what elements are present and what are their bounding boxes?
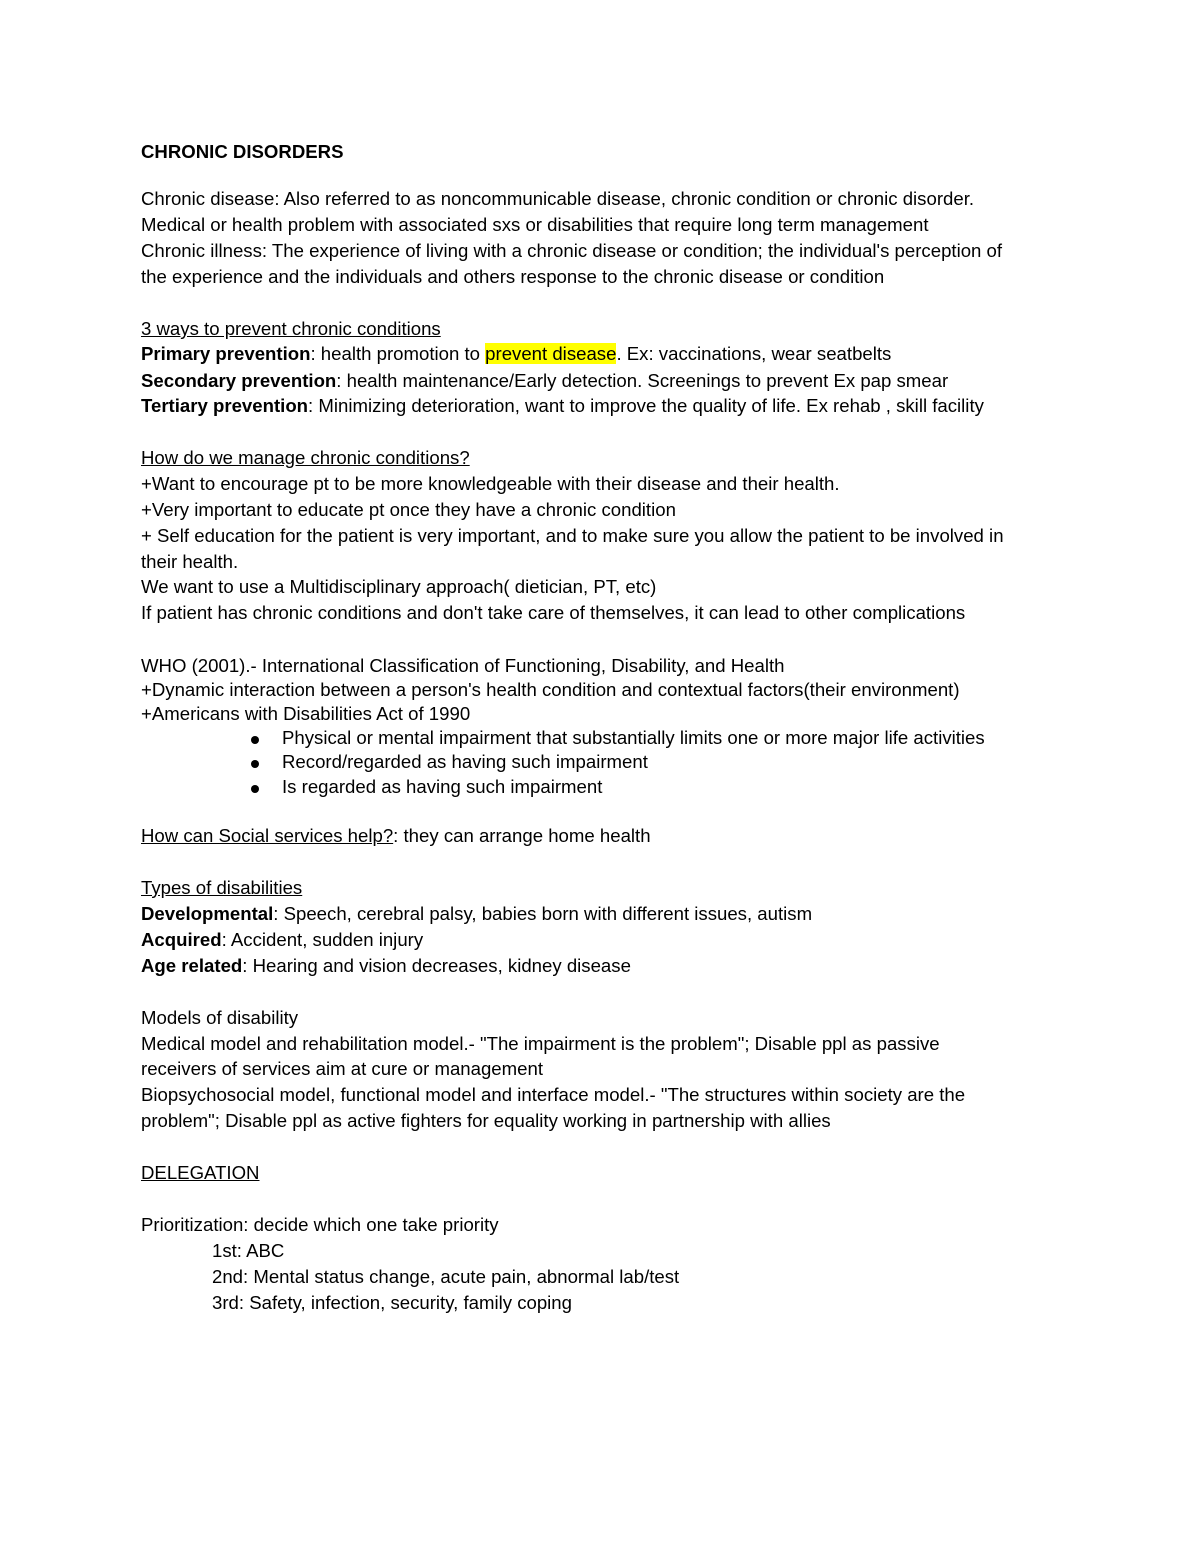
page-title: CHRONIC DISORDERS [141,141,344,162]
manage-line: +Want to encourage pt to be more knowledgeable with their disease and their health. [141,473,840,494]
primary-prevention-post: . Ex: vaccinations, wear seatbelts [616,343,892,364]
models-heading: Models of disability [141,1007,299,1028]
type-term: Age related [141,955,243,976]
tertiary-prevention-term: Tertiary prevention [141,395,309,416]
definition-chronic-disease: Chronic disease: Also referred to as noncommunicable disease, chronic condition or chronic disorder. [141,188,975,209]
bullet-item: Physical or mental impairment that substantially limits one or more major life activities [282,727,985,748]
type-term: Developmental [141,903,274,924]
manage-line: their health. [141,551,239,572]
models-line: receivers of services aim at cure or management [141,1058,543,1079]
models-line: Biopsychosocial model, functional model and interface model.- "The structures within society are the [141,1084,966,1105]
secondary-prevention-term: Secondary prevention [141,370,337,391]
definition-chronic-disease-cont: Medical or health problem with associated sxs or disabilities that require long term management [141,214,929,235]
bullet-item: Record/regarded as having such impairment [282,751,648,772]
manage-heading: How do we manage chronic conditions? [141,447,470,468]
type-age-related [141,955,631,977]
manage-line: If patient has chronic conditions and don't take care of themselves, it can lead to other complications [141,602,966,623]
social-services-heading: How can Social services help? [141,825,394,846]
priority-item: 2nd: Mental status change, acute pain, abnormal lab/test [212,1266,680,1287]
type-term: Acquired [141,929,222,950]
primary-prevention-line [141,343,891,365]
highlighted-text: prevent disease [485,343,617,364]
bullet-item: Is regarded as having such impairment [282,776,603,797]
type-text: : Speech, cerebral palsy, babies born with different issues, autism [273,903,813,924]
primary-prevention-term: Primary prevention [141,343,311,364]
primary-prevention-pre: : health promotion to [310,343,486,364]
priority-item: 1st: ABC [212,1240,285,1261]
bullet-icon [251,736,259,744]
tertiary-prevention-line [141,395,984,417]
who-line: +Americans with Disabilities Act of 1990 [141,703,471,724]
manage-line: +Very important to educate pt once they have a chronic condition [141,499,676,520]
secondary-prevention-text: : health maintenance/Early detection. Screenings to prevent Ex pap smear [336,370,949,391]
type-developmental [141,903,812,925]
manage-line: We want to use a Multidisciplinary approach( dietician, PT, etc) [141,576,657,597]
who-line: WHO (2001).- International Classification of Functioning, Disability, and Health [141,655,785,676]
type-text: : Hearing and vision decreases, kidney disease [242,955,631,976]
bullet-icon [251,785,259,793]
type-text: : Accident, sudden injury [221,929,424,950]
who-line: +Dynamic interaction between a person's health condition and contextual factors(their environment) [141,679,960,700]
tertiary-prevention-text: : Minimizing deterioration, want to improve the quality of life. Ex rehab , skill facility [308,395,984,416]
secondary-prevention-line [141,370,948,392]
social-services-text: : they can arrange home health [393,825,651,846]
definition-chronic-illness-cont: the experience and the individuals and others response to the chronic disease or condition [141,266,885,287]
social-services-line [141,825,651,847]
type-acquired [141,929,423,951]
priority-item: 3rd: Safety, infection, security, family coping [212,1292,572,1313]
prioritization-line: Prioritization: decide which one take priority [141,1214,499,1235]
delegation-heading: DELEGATION [141,1162,260,1183]
types-heading: Types of disabilities [141,877,303,898]
bullet-icon [251,760,259,768]
models-line: Medical model and rehabilitation model.- "The impairment is the problem"; Disable ppl as passive [141,1033,940,1054]
definition-chronic-illness: Chronic illness: The experience of living with a chronic disease or condition; the individual's perception of [141,240,1003,261]
manage-line: + Self education for the patient is very important, and to make sure you allow the patient to be involved in [141,525,1004,546]
models-line: problem"; Disable ppl as active fighters for equality working in partnership with allies [141,1110,831,1131]
prevention-heading: 3 ways to prevent chronic conditions [141,318,441,339]
